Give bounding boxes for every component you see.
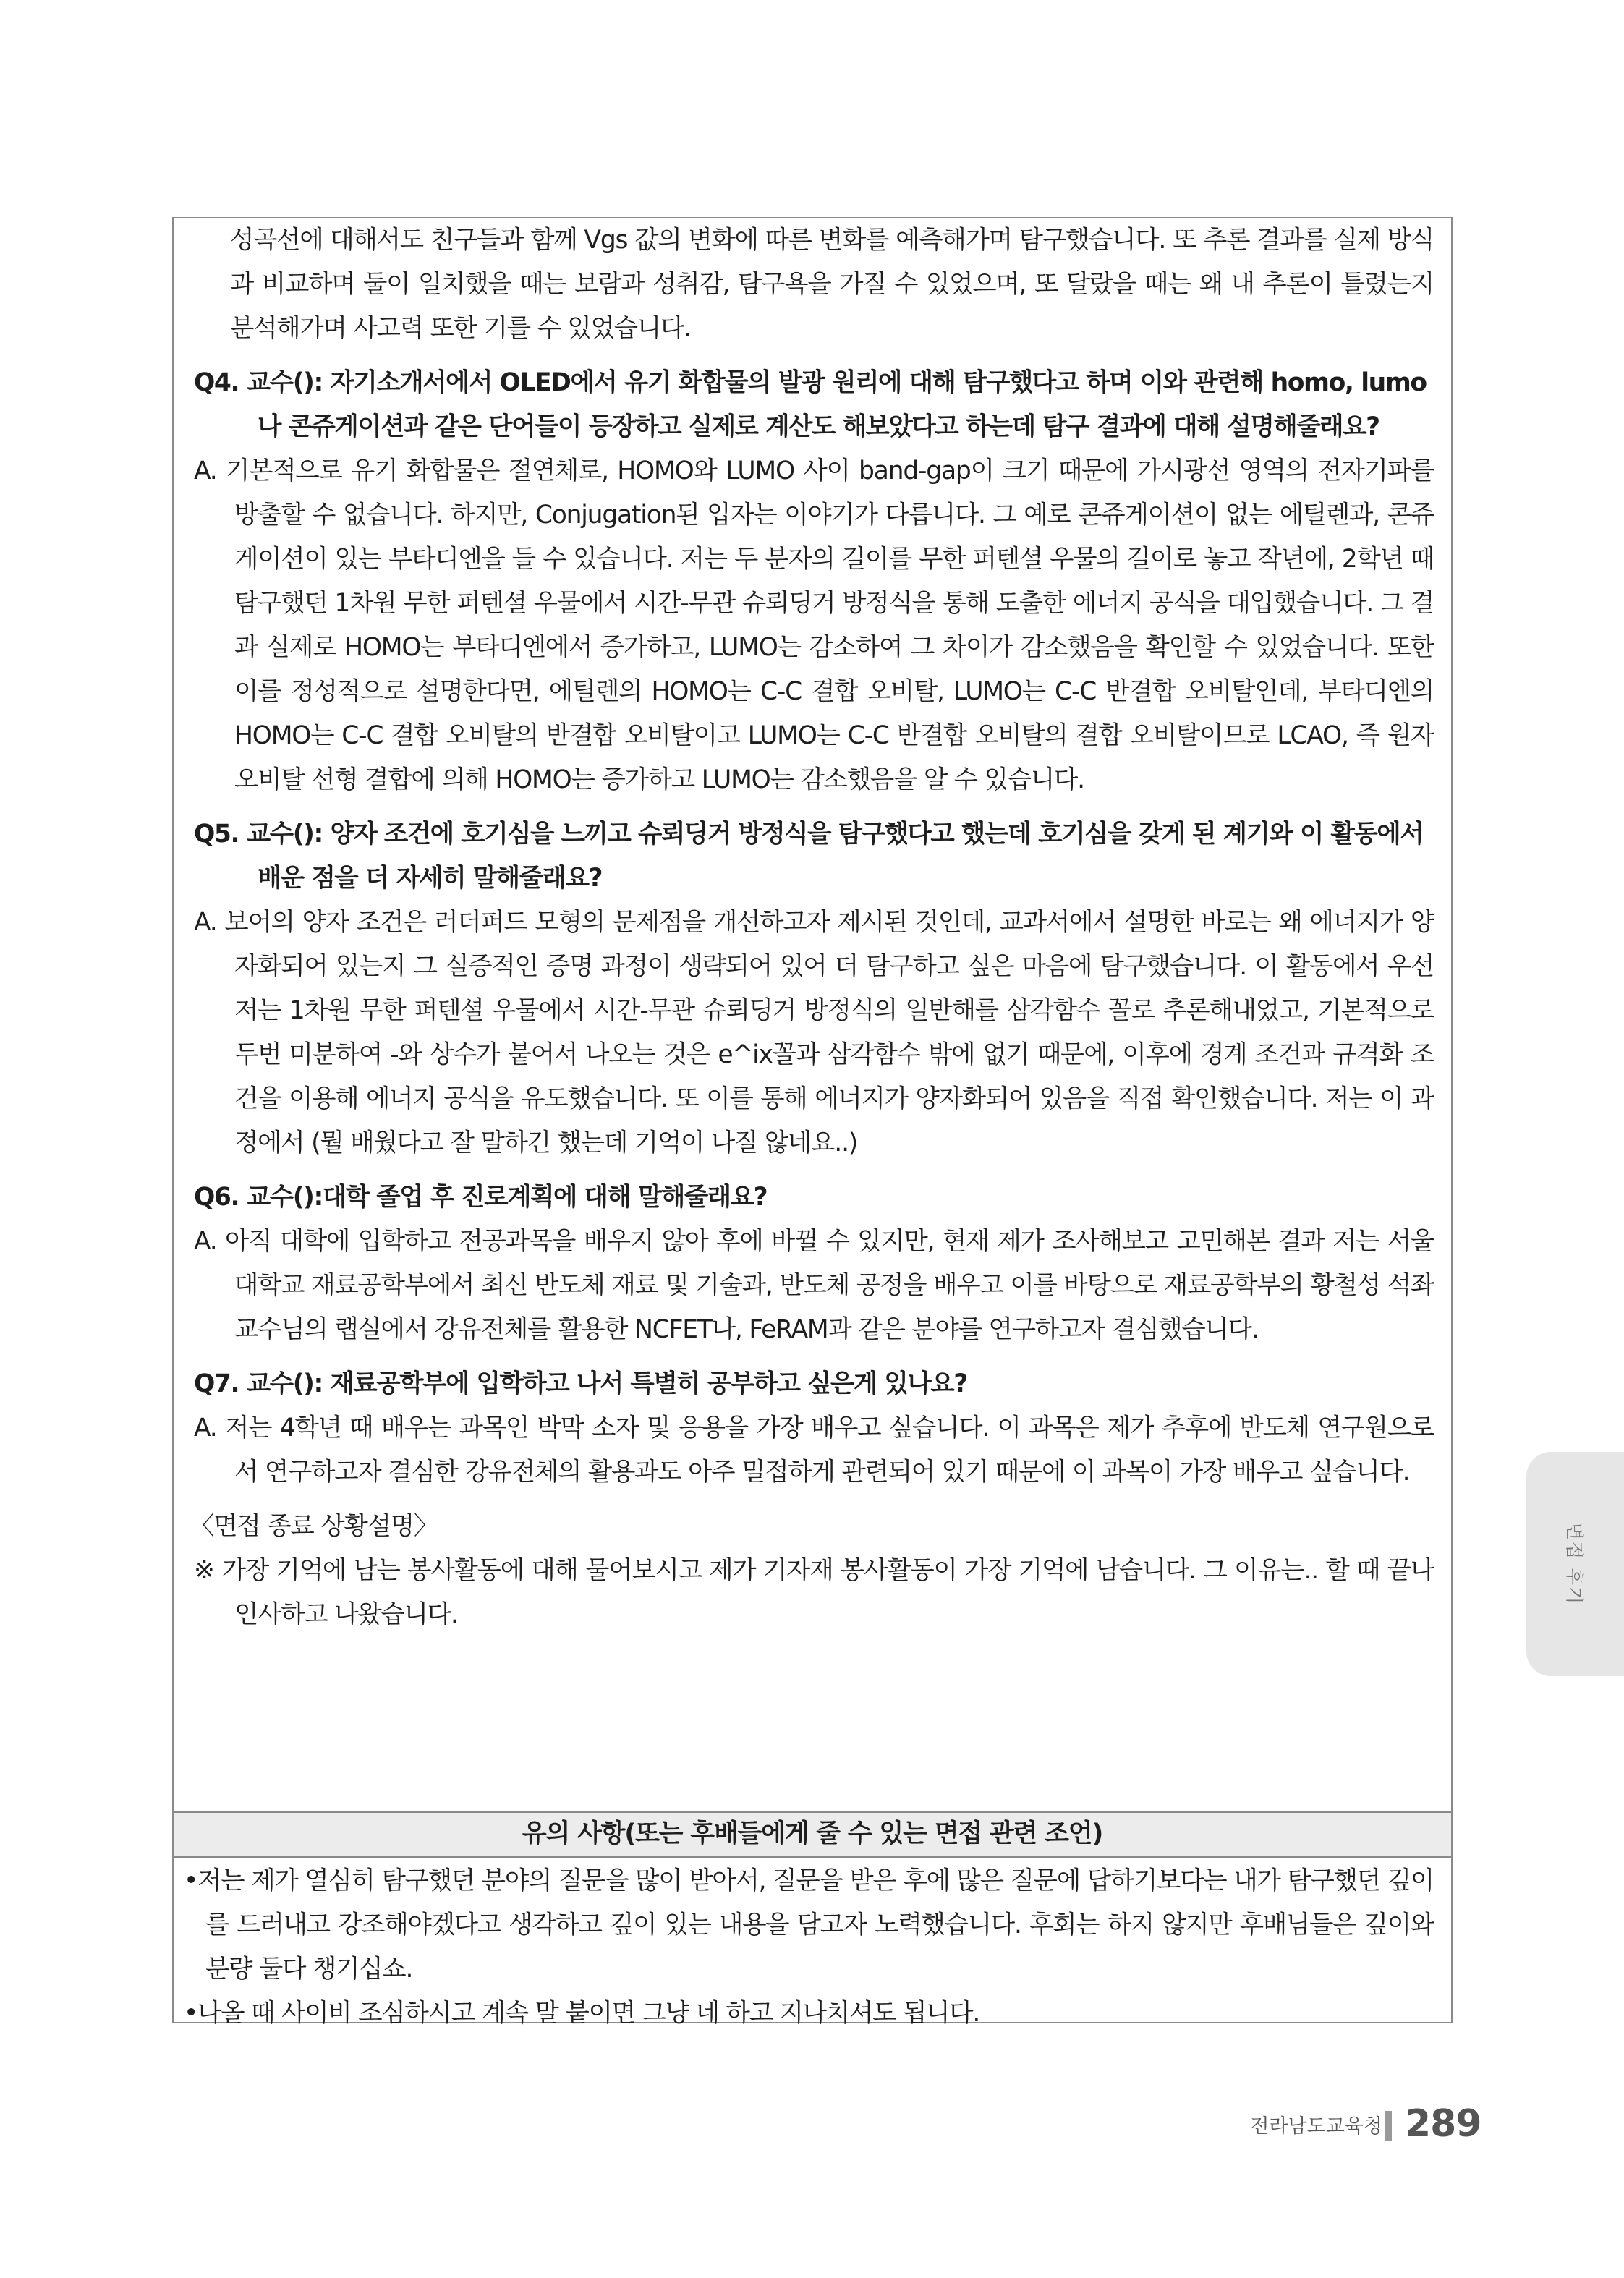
closing-note: ※ 가장 기억에 남는 봉사활동에 대해 물어보시고 제가 기자재 봉사활동이 가장 기억에 남습니다. 그 이유는.. 할 때 끝나 인사하고 나왔습니다. xyxy=(194,1556,1434,1629)
interview-review-box xyxy=(172,217,1453,2028)
advice-heading: 유의 사항(또는 후배들에게 줄 수 있는 면접 관련 조언) xyxy=(174,1811,1451,1858)
page-number: 289 xyxy=(1405,2102,1481,2146)
section-side-tab xyxy=(1526,1452,1624,1676)
advice-list xyxy=(184,1859,1434,2036)
answer-q6: A. 아직 대학에 입학하고 전공과목을 배우지 않아 후에 바뀔 수 있지만, 현재 제가 조사해보고 고민해본 결과 저는 서울대학교 재료공학부에서 최신 반도체 재료 및 기술과, 반도체 공정을 배우고 이를 바탕으로 재료공학부의 황철성 석좌교수님의 랩실에서 강유전체를 활용한 NCFET나, FeRAM과 같은 분야를 연구하고자 결심했습니다. xyxy=(194,1227,1434,1344)
advice-item: •나올 때 사이비 조심하시고 계속 말 붙이면 그냥 네 하고 지나치셔도 됩니다. xyxy=(184,1999,980,2028)
question-q7: Q7. 교수(): 재료공학부에 입학하고 나서 특별히 공부하고 싶은게 있나요? xyxy=(194,1369,967,1398)
advice-item: •저는 제가 열심히 탐구했던 분야의 질문을 많이 받아서, 질문을 받은 후에 많은 질문에 답하기보다는 내가 탐구했던 깊이를 드러내고 강조해야겠다고 생각하고 깊이 있는 내용을 담고자 노력했습니다. 후회는 하지 않지만 후배님들은 깊이와 분량 둘다 챙기십쇼. xyxy=(184,1866,1434,1984)
answer-q5: A. 보어의 양자 조건은 러더퍼드 모형의 문제점을 개선하고자 제시된 것인데, 교과서에서 설명한 바로는 왜 에너지가 양자화되어 있는지 그 실증적인 증명 과정이 생략되어 있어 더 탐구하고 싶은 마음에 탐구했습니다. 이 활동에서 우선 저는 1차원 무한 퍼텐셜 우물에서 시간-무관 슈뢰딩거 방정식의 일반해를 삼각함수 꼴로 추론해내었고, 기본적으로 두번 미분하여 -와 상수가 붙어서 나오는 것은 e^ix꼴과 삼각함수 밖에 없기 때문에, 이후에 경계 조건과 규격화 조건을 이용해 에너지 공식을 유도했습니다. 또 이를 통해 에너지가 양자화되어 있음을 직접 확인했습니다. 저는 이 과정에서 (뭘 배웠다고 잘 말하긴 했는데 기억이 나질 않네요..) xyxy=(194,908,1434,1157)
closing-title: 〈면접 종료 상황설명〉 xyxy=(190,1512,438,1541)
side-tab-label: 면접 후기 xyxy=(1563,1522,1585,1606)
question-q4: Q4. 교수(): 자기소개서에서 OLED에서 유기 화합물의 발광 원리에 대해 탐구했다고 하며 이와 관련해 homo, lumo나 콘쥬게이션과 같은 단어들이 등장하고 실제로 계산도 해보았다고 하는데 탐구 결과에 대해 설명해줄래요? xyxy=(194,368,1427,441)
footer-divider xyxy=(1385,2111,1392,2141)
interview-content xyxy=(190,218,1434,1637)
intro-paragraph: 성곡선에 대해서도 친구들과 함께 Vgs 값의 변화에 따른 변화를 예측해가며 탐구했습니다. 또 추론 결과를 실제 방식과 비교하며 둘이 일치했을 때는 보람과 성취감, 탐구욕을 가질 수 있었으며, 또 달랐을 때는 왜 내 추론이 틀렸는지 분석해가며 사고력 또한 기를 수 있었습니다. xyxy=(230,226,1434,343)
footer-publisher: 전라남도교육청 xyxy=(1250,2115,1382,2138)
question-q6: Q6. 교수():대학 졸업 후 진로계획에 대해 말해줄래요? xyxy=(194,1183,768,1212)
question-q5: Q5. 교수(): 양자 조건에 호기심을 느끼고 슈뢰딩거 방정식을 탐구했다고 했는데 호기심을 갖게 된 계기와 이 활동에서 배운 점을 더 자세히 말해줄래요? xyxy=(194,820,1424,893)
answer-q4: A. 기본적으로 유기 화합물은 절연체로, HOMO와 LUMO 사이 band-gap이 크기 때문에 가시광선 영역의 전자기파를 방출할 수 없습니다. 하지만, Conjugation된 입자는 이야기가 다릅니다. 그 예로 콘쥬게이션이 없는 에틸렌과, 콘쥬게이션이 있는 부타디엔을 들 수 있습니다. 저는 두 분자의 길이를 무한 퍼텐셜 우물의 길이로 놓고 작년에, 2학년 때 탐구했던 1차원 무한 퍼텐셜 우물에서 시간-무관 슈뢰딩거 방정식을 통해 도출한 에너지 공식을 대입했습니다. 그 결과 실제로 HOMO는 부타디엔에서 증가하고, LUMO는 감소하여 그 차이가 감소했음을 확인할 수 있었습니다. 또한 이를 정성적으로 설명한다면, 에틸렌의 HOMO는 C-C 결합 오비탈, LUMO는 C-C 반결합 오비탈인데, 부타디엔의 HOMO는 C-C 결합 오비탈의 반결합 오비탈이고 LUMO는 C-C 반결합 오비탈의 결합 오비탈이므로 LCAO, 즉 원자 오비탈 선형 결합에 의해 HOMO는 증가하고 LUMO는 감소했음을 알 수 있습니다. xyxy=(194,456,1434,794)
answer-q7: A. 저는 4학년 때 배우는 과목인 박막 소자 및 응용을 가장 배우고 싶습니다. 이 과목은 제가 추후에 반도체 연구원으로서 연구하고자 결심한 강유전체의 활용과도 아주 밀접하게 관련되어 있기 때문에 이 과목이 가장 배우고 싶습니다. xyxy=(194,1414,1434,1487)
